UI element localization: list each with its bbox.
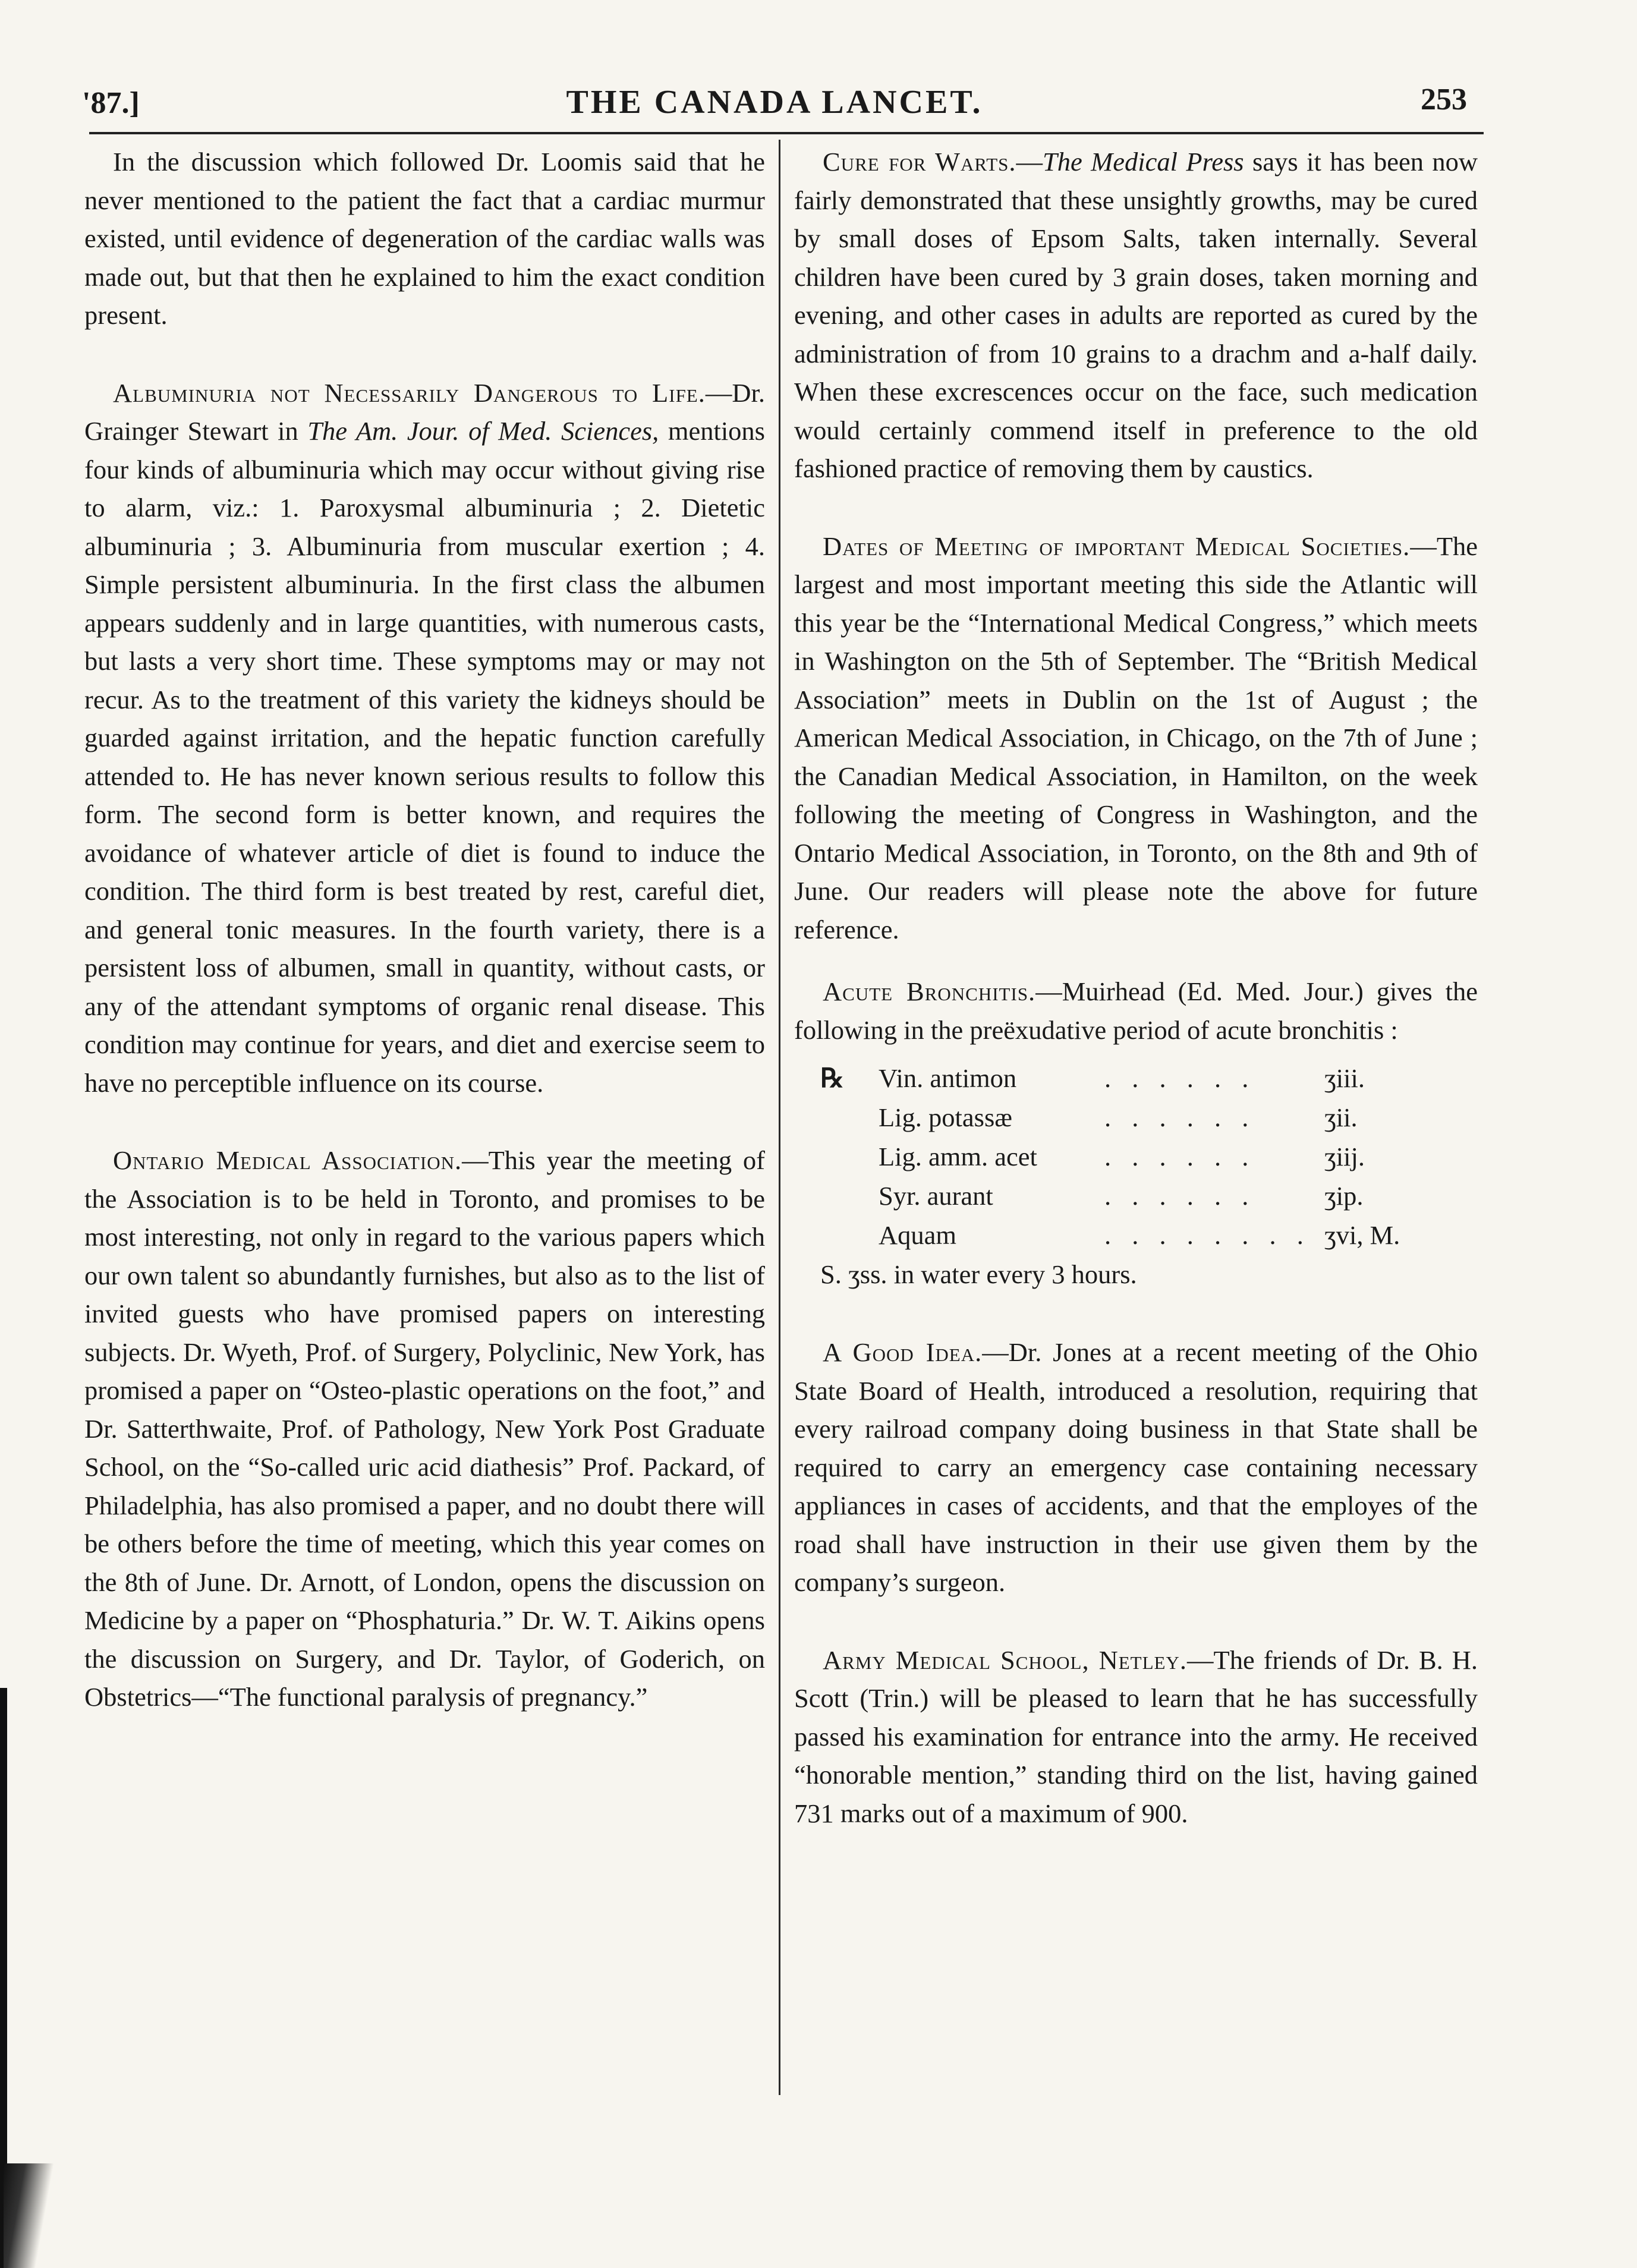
left-column	[84, 143, 765, 1716]
albuminuria-intro: —Dr. Grainger Stewart in	[84, 377, 765, 446]
ingredient-dose: ʒiii.	[1324, 1063, 1365, 1093]
ingredient-name: Syr. aurant	[879, 1181, 993, 1211]
ingredient-dose: ʒip.	[1324, 1181, 1364, 1211]
prescription-row	[794, 1215, 1478, 1255]
ingredient-name: Aquam	[879, 1220, 957, 1250]
article-bronchitis	[794, 972, 1478, 1049]
ontario-body: —This year the meeting of the Association is to be held in Toronto, and promises to be most interesting, not only in regard to the various papers which our own talent so abundantly furnishes, but also as to the list of invited guests who have promised papers on interesting subjects. Dr. Wyeth, Prof. of Surgery, Polyclinic, New York, has promised a paper on “Osteo-plastic operations on the foot,” and Dr. Satterthwaite, Prof. of Pathology, New York Post Graduate School, on the “So-called uric acid diathesis” Prof. Packard, of Philadelphia, has also promised a paper, and no doubt there will be others before the time of meeting, which this year comes on the 8th of June. Dr. Arnott, of London, opens the discussion on Medicine by a paper on “Phosphaturia.” Dr. W. T. Aikins opens the discussion on Surgery, and Dr. Taylor, of Goderich, on Obstetrics—“The functional paralysis of pregnancy.”	[84, 1145, 765, 1712]
ingredient-name: Lig. potassæ	[879, 1102, 1012, 1132]
good-idea-body: —Dr. Jones at a recent meeting of the Ohio State Board of Health, introduced a resolution, requiring that every railroad company doing business in that State shall be required to carry an emergency case containing necessary appliances in cases of accidents, and that the employes of the road shall have instruction in their use given them by the company’s surgeon.	[794, 1337, 1478, 1597]
volume-label: '87.]	[82, 86, 140, 120]
heading-albuminuria: Albuminuria not Necessarily Dangerous to Life.	[113, 377, 706, 408]
prescription-row	[794, 1098, 1478, 1137]
leader-dots: . . . . . . . .	[1104, 1220, 1311, 1250]
page-number: 253	[1421, 83, 1467, 116]
journal-title: THE CANADA LANCET.	[566, 84, 983, 121]
warts-dash: —	[1016, 147, 1043, 177]
heading-bronchitis: Acute Bronchitis.	[823, 976, 1036, 1006]
journal-citation: The Am. Jour. of Med. Sciences,	[307, 416, 659, 446]
bronchitis-body: —Muirhead (Ed. Med. Jour.) gives the following in the preëxudative period of acute bronchitis :	[794, 976, 1478, 1045]
ingredient-dose: ʒiij.	[1324, 1142, 1365, 1171]
army-school-body: —The friends of Dr. B. H. Scott (Trin.) will be pleased to learn that he has successfully passed his examination for entrance into the army. He received “honorable mention,” standing third on the list, having gained 731 marks out of a maximum of 900.	[794, 1645, 1478, 1828]
leader-dots: . . . . . .	[1104, 1142, 1256, 1171]
prescription	[794, 1059, 1478, 1294]
article-ontario	[84, 1141, 765, 1716]
article-army-school	[794, 1641, 1478, 1833]
prescription-signature: S. ʒss. in water every 3 hours.	[820, 1259, 1137, 1289]
recipe-symbol: ℞	[820, 1063, 844, 1093]
heading-warts: Cure for Warts.	[823, 147, 1016, 177]
right-column	[794, 143, 1478, 1832]
ingredient-name: Vin. antimon	[879, 1063, 1017, 1093]
heading-ontario: Ontario Medical Association.	[113, 1145, 462, 1175]
column-divider	[779, 140, 780, 2095]
warts-body: says it has been now fairly demonstrated that these unsightly growths, may be cured by small doses of Epsom Salts, taken internally. Several children have been cured by 3 grain doses, taken morning and evening, and other cases in adults are reported as cured by the administration of from 10 grains to a drachm and a-half daily. When these excrescences occur on the face, such medication would certainly commend itself in preference to the old fashioned practice of removing them by caustics.	[794, 147, 1478, 483]
albuminuria-body: mentions four kinds of albuminuria which may occur without giving rise to alarm, viz.: 1. Paroxysmal albuminuria ; 2. Dietetic albuminuria ; 3. Albuminuria from muscular exertion ; 4. Simple persistent albuminuria. In the first class the albumen appears suddenly and in large quantities, with numerous casts, but lasts a very short time. These symptoms may or may not recur. As to the treatment of this variety the kidneys should be guarded against irritation, and the hepatic function carefully attended to. He has never known serious results to follow this form. The second form is better known, and requires the avoidance of whatever article of diet is found to induce the condition. The third form is best treated by rest, careful diet, and general tonic measures. In the fourth variety, there is a persistent loss of albumen, small in quantity, without casts, or any of the attendant symptoms of organic renal disease. This condition may continue for years, and diet and exercise seem to have no perceptible influence on its course.	[84, 416, 765, 1098]
prescription-row	[794, 1137, 1478, 1176]
leader-dots: . . . . . .	[1104, 1181, 1256, 1211]
heading-army-school: Army Medical School, Netley.	[823, 1645, 1188, 1675]
heading-dates: Dates of Meeting of important Medical Societies.	[823, 531, 1411, 561]
paragraph-loomis: In the discussion which followed Dr. Loomis said that he never mentioned to the patient the fact that a cardiac murmur existed, until evidence of degeneration of the cardiac walls was made out, but that then he explained to him the exact condition present.	[84, 147, 765, 330]
article-albuminuria	[84, 374, 765, 1102]
ingredient-dose: ʒvi, M.	[1324, 1220, 1400, 1250]
prescription-row	[794, 1059, 1478, 1098]
warts-source: The Medical Press	[1043, 147, 1244, 177]
article-good-idea	[794, 1333, 1478, 1602]
leader-dots: . . . . . .	[1104, 1063, 1256, 1093]
header-rule	[89, 132, 1484, 134]
article-warts	[794, 143, 1478, 488]
article-dates	[794, 527, 1478, 949]
binding-edge-smudge	[4, 2163, 57, 2268]
heading-good-idea: A Good Idea.	[823, 1337, 983, 1367]
ingredient-dose: ʒii.	[1324, 1102, 1358, 1132]
dates-body: —The largest and most important meeting this side the Atlantic will this year be the “International Medical Congress,” which meets in Washington on the 5th of September. The “British Medical Association” meets in Dublin on the 1st of August ; the American Medical Association, in Chicago, on the 7th of June ; the Canadian Medical Association, in Hamilton, on the week following the meeting of Congress in Washington, and the Ontario Medical Association, in Toronto, on the 8th and 9th of June. Our readers will please note the above for future reference.	[794, 531, 1478, 944]
ingredient-name: Lig. amm. acet	[879, 1142, 1037, 1171]
running-header	[82, 77, 1467, 125]
leader-dots: . . . . . .	[1104, 1102, 1256, 1132]
prescription-row	[794, 1176, 1478, 1215]
